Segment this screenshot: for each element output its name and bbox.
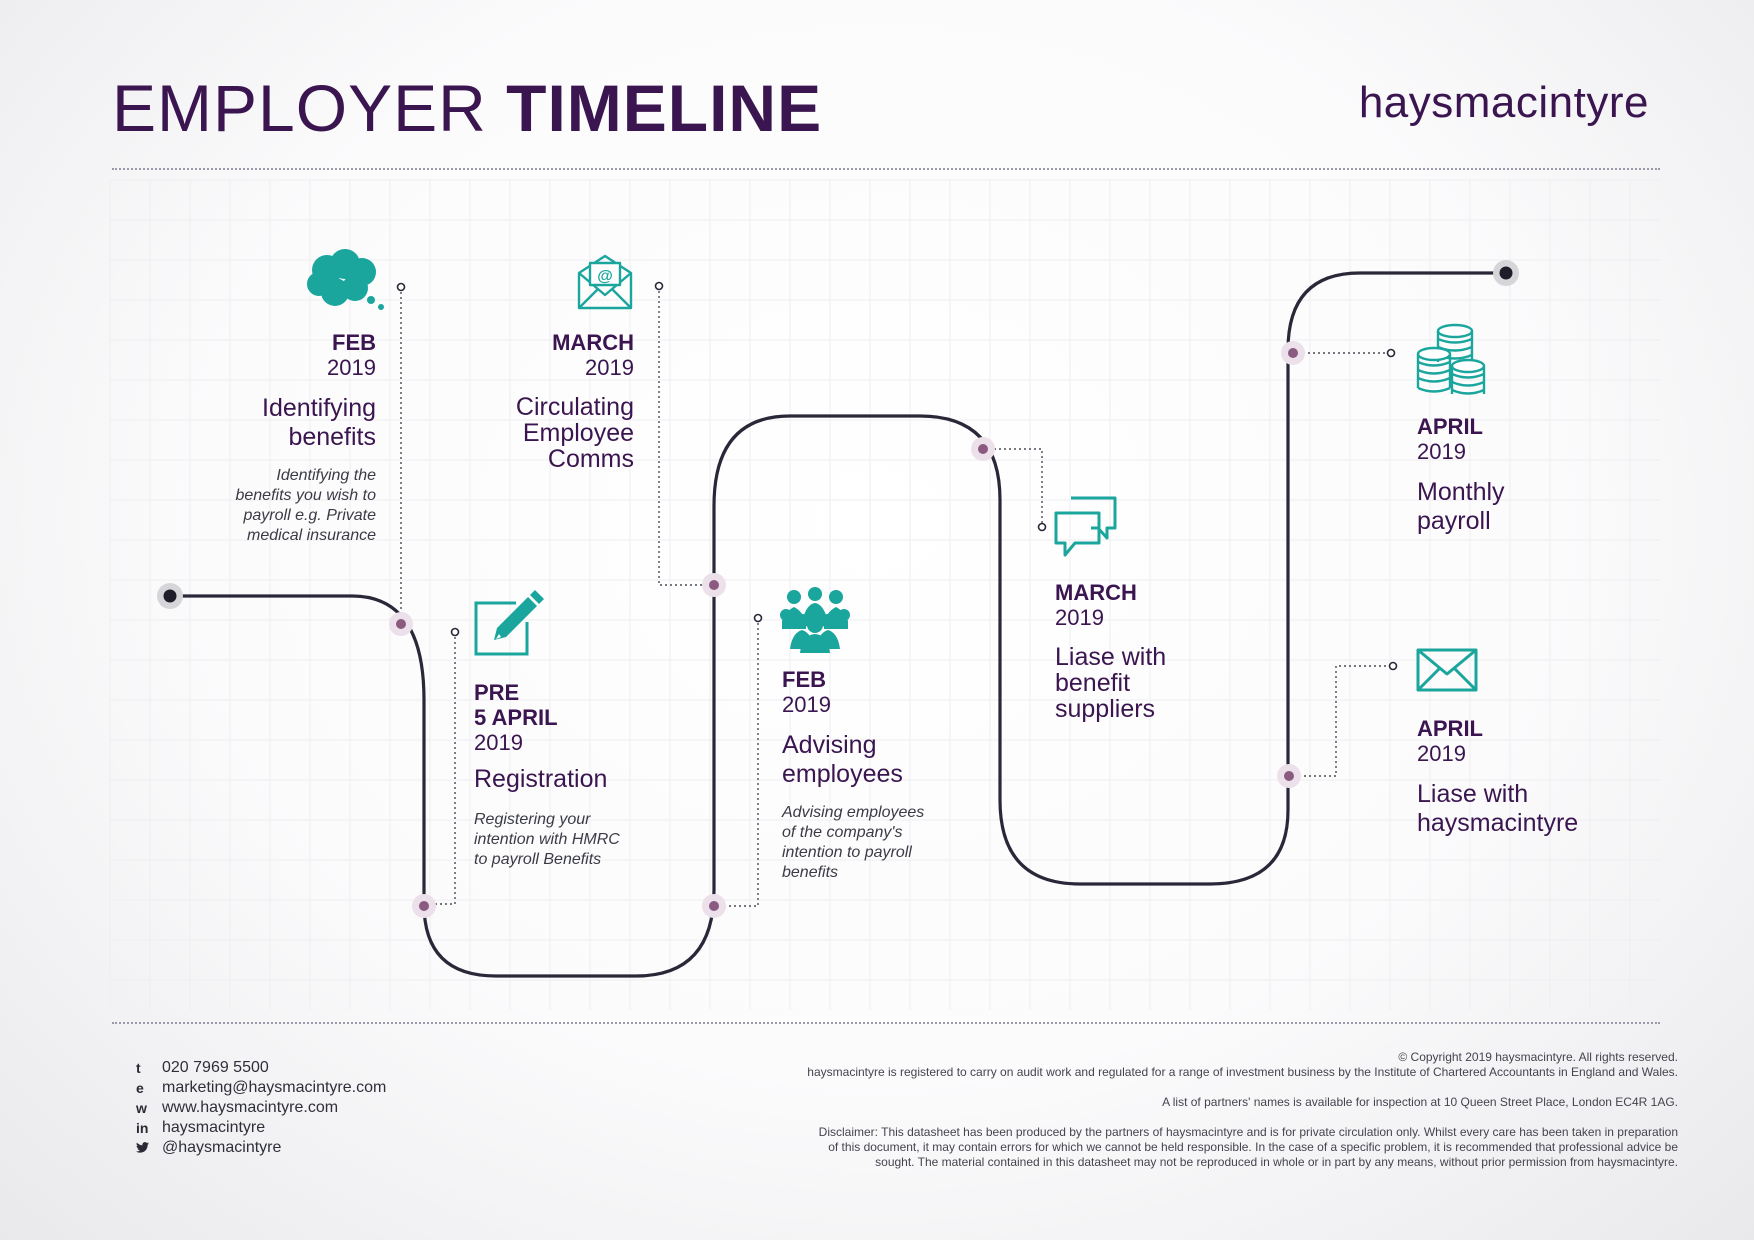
- milestone-title: Comms: [547, 445, 634, 473]
- contact-linkedin-value[interactable]: haysmacintyre: [162, 1119, 266, 1136]
- milestone-liase-suppliers: [1055, 580, 1295, 722]
- timeline-node-2: [412, 894, 436, 918]
- timeline-node-1: [389, 612, 413, 636]
- contact-linkedin: [136, 1118, 386, 1138]
- milestone-description: benefits you wish to: [235, 487, 376, 504]
- milestone-year: 2019: [1417, 439, 1466, 464]
- mail-icon: [1416, 648, 1478, 692]
- milestone-title: haysmacintyre: [1417, 809, 1579, 837]
- contact-email-value[interactable]: marketing@haysmacintyre.com: [162, 1079, 387, 1096]
- milestone-month: PRE: [474, 680, 520, 705]
- connector-3: [659, 286, 714, 585]
- contact-phone-value[interactable]: 020 7969 5500: [162, 1059, 269, 1076]
- milestone-year: 2019: [474, 730, 523, 755]
- timeline-node-6: [1281, 341, 1305, 365]
- contact-website: [136, 1098, 386, 1118]
- milestone-description: intention with HMRC: [474, 831, 620, 848]
- milestone-description: payroll e.g. Private: [243, 507, 376, 524]
- milestone-liase-haysmacintyre: [1417, 716, 1717, 838]
- milestone-title: Employee: [522, 419, 634, 447]
- milestone-description: Registering your: [474, 811, 591, 828]
- milestone-title: Circulating: [515, 393, 634, 421]
- milestone-month: MARCH: [1055, 580, 1137, 605]
- contact-key: t: [136, 1060, 141, 1076]
- page-title-bold: TIMELINE: [506, 71, 823, 145]
- twitter-icon: [136, 1140, 162, 1156]
- disclaimer-text: Disclaimer: This datasheet has been produced by the partners of haysmacintyre and is for private circulation only. Whilst every care has been taken in preparation: [818, 1125, 1678, 1139]
- page-title-light: EMPLOYER: [112, 71, 487, 145]
- contact-twitter: [136, 1138, 386, 1158]
- connector-end-1: [398, 284, 405, 291]
- brand-logo: haysmacintyre: [1358, 78, 1649, 127]
- milestone-year: 2019: [327, 355, 376, 380]
- milestone-month: APRIL: [1417, 414, 1483, 439]
- milestone-year: 2019: [782, 692, 831, 717]
- connector-2: [424, 632, 455, 904]
- timeline-node-4: [702, 894, 726, 918]
- milestone-title: Liase with: [1417, 780, 1529, 808]
- chat-bubbles-icon: [1053, 495, 1119, 559]
- connector-end-4: [755, 615, 762, 622]
- milestone-description: of the company's: [782, 824, 903, 841]
- contact-key: w: [136, 1100, 147, 1116]
- milestone-monthly-payroll: [1417, 414, 1657, 536]
- milestone-year: 2019: [1055, 605, 1104, 630]
- milestone-month: APRIL: [1417, 716, 1483, 741]
- milestone-description: to payroll Benefits: [474, 851, 602, 868]
- people-group-icon: [780, 585, 850, 653]
- contact-email: [136, 1078, 386, 1098]
- milestone-year: 2019: [1417, 741, 1466, 766]
- copyright-text: © Copyright 2019 haysmacintyre. All rights reserved.: [1398, 1050, 1678, 1064]
- milestone-title: Liase with: [1055, 643, 1167, 671]
- milestone-description: Identifying the: [276, 467, 376, 484]
- thought-cloud-icon: [305, 248, 390, 314]
- milestone-year: 2019: [585, 355, 634, 380]
- svg-text:@: @: [597, 268, 613, 285]
- milestone-title: Advising: [782, 731, 877, 759]
- contact-twitter-value[interactable]: @haysmacintyre: [162, 1139, 282, 1156]
- connector-end-5: [1039, 524, 1046, 531]
- connector-end-3: [656, 283, 663, 290]
- milestone-title: benefits: [288, 423, 376, 451]
- timeline-node-7: [1277, 764, 1301, 788]
- milestone-month: MARCH: [552, 330, 634, 355]
- milestone-registration: [474, 680, 714, 870]
- disclaimer-text: sought. The material contained in this datasheet may not be reproduced in whole or in part by any means, without prior permission from haysmacintyre.: [875, 1155, 1678, 1169]
- contact-website-value[interactable]: www.haysmacintyre.com: [162, 1099, 339, 1116]
- milestone-month: FEB: [332, 330, 376, 355]
- legal-notice: [718, 1050, 1678, 1185]
- milestone-month: FEB: [782, 667, 826, 692]
- contact-phone: [136, 1058, 386, 1078]
- milestone-title: Identifying: [262, 394, 376, 422]
- connector-end-6: [1388, 350, 1395, 357]
- milestone-title: benefit: [1055, 669, 1131, 697]
- timeline-end-node: [1493, 260, 1519, 286]
- milestone-identifying-benefits: [136, 330, 376, 546]
- contact-list: [136, 1058, 386, 1158]
- milestone-circulating-comms: [394, 330, 634, 472]
- footer-divider: [112, 1022, 1660, 1024]
- email-envelope-icon: [576, 253, 634, 311]
- milestone-title: suppliers: [1055, 695, 1156, 723]
- milestone-description: Advising employees: [782, 804, 925, 821]
- milestone-description: medical insurance: [247, 527, 376, 544]
- connector-end-2: [452, 629, 459, 636]
- milestone-description: benefits: [782, 864, 839, 881]
- contact-key: e: [136, 1080, 144, 1096]
- milestone-title: Monthly: [1417, 478, 1505, 506]
- milestone-description: intention to payroll: [782, 844, 912, 861]
- timeline-start-node: [157, 583, 183, 609]
- registration-text: haysmacintyre is registered to carry on audit work and regulated for a range of investment business by the Institute of Chartered Accountants in England and Wales.: [807, 1065, 1678, 1079]
- contact-key: in: [136, 1120, 149, 1136]
- milestone-title: payroll: [1417, 507, 1491, 535]
- milestone-title: Registration: [474, 765, 608, 793]
- disclaimer-text: of this document, it may contain errors for which we cannot be held responsible. In the case of a specific problem, it is recommended that professional advice be: [828, 1140, 1678, 1154]
- connector-4: [714, 618, 758, 906]
- milestone-advising-employees: [782, 667, 1022, 883]
- timeline-node-5: [971, 437, 995, 461]
- coin-stacks-icon: [1415, 322, 1487, 400]
- partners-text: A list of partners' names is available for inspection at 10 Queen Street Place, London EC4R 1AG.: [1162, 1095, 1678, 1109]
- milestone-month: 5 APRIL: [474, 705, 558, 730]
- edit-pencil-icon: [472, 590, 544, 658]
- connector-end-7: [1390, 663, 1397, 670]
- connector-7: [1304, 666, 1392, 776]
- timeline-node-3: [702, 573, 726, 597]
- milestone-title: employees: [782, 760, 903, 788]
